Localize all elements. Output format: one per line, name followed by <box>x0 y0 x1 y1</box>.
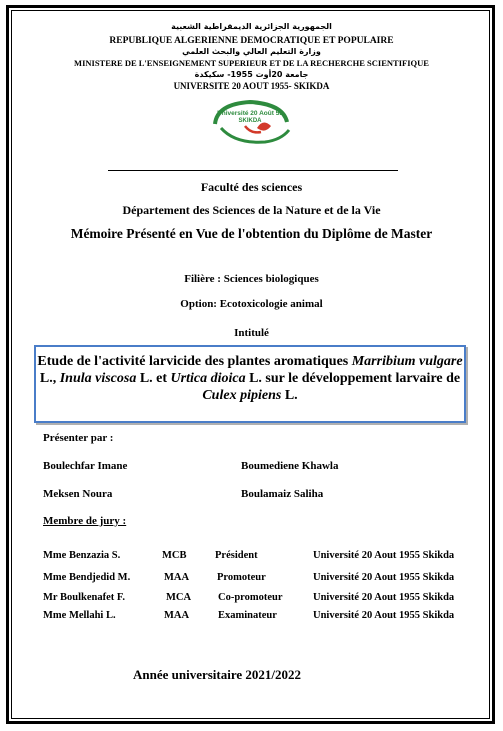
jury-member-institution: Université 20 Aout 1955 Skikda <box>313 592 455 603</box>
faculty-label: Faculté des sciences <box>200 180 303 194</box>
jury-member-name: Mme Mellahi L. <box>43 610 116 621</box>
jury-member-name: Mme Benzazia S. <box>43 550 121 561</box>
title-part1: Etude de l'activité larvicide des plantes aromatiques <box>37 354 352 369</box>
academic-year: Année universitaire 2021/2022 <box>133 667 302 682</box>
title-part3: L. et <box>136 371 171 386</box>
thesis-title-box <box>34 345 466 423</box>
university-logo <box>205 98 295 150</box>
arabic-university-heading: جامعة 20أوت 1955- سكيكدة <box>194 70 309 79</box>
arabic-ministry-heading: وزارة التعليم العالي والبحث العلمي <box>182 47 321 56</box>
student-name: Boumediene Khawla <box>241 460 339 472</box>
divider <box>108 170 398 171</box>
jury-member-institution: Université 20 Aout 1955 Skikda <box>313 610 455 621</box>
filiere-label: Filière : Sciences biologiques <box>184 273 319 285</box>
memoire-label: Mémoire Présenté en Vue de l'obtention du Diplôme de Master <box>70 226 433 241</box>
logo-text-line1: Université 20 Août 55 <box>217 110 283 117</box>
jury-member-grade: MAA <box>164 572 190 583</box>
jury-member-grade: MCA <box>166 592 192 603</box>
title-species2: Inula viscosa <box>59 371 137 386</box>
department-label: Département des Sciences de la Nature et de la Vie <box>122 203 381 217</box>
jury-member-grade: MCB <box>162 550 187 561</box>
presenter-label: Présenter par : <box>43 432 114 444</box>
jury-member-role: Examinateur <box>218 610 277 621</box>
jury-member-role: Promoteur <box>217 572 266 583</box>
ministry-heading: MINISTERE DE L'ENSEIGNEMENT SUPERIEUR ET DE LA RECHERCHE SCIENTIFIQUE <box>74 58 429 68</box>
title-part4: L. sur le développement larvaire de <box>245 371 461 386</box>
jury-member-role: Co-promoteur <box>218 592 283 603</box>
jury-member-name: Mme Bendjedid M. <box>43 572 131 583</box>
university-heading: UNIVERSITE 20 AOUT 1955- SKIKDA <box>173 81 330 91</box>
title-species4: Culex pipiens <box>202 388 282 403</box>
jury-label: Membre de jury : <box>43 515 127 527</box>
student-name: Meksen Noura <box>43 488 113 500</box>
jury-member-role: Président <box>215 550 258 561</box>
title-species1: Marribium vulgare <box>351 354 463 369</box>
republic-heading: REPUBLIQUE ALGERIENNE DEMOCRATIQUE ET POPULAIRE <box>109 36 394 46</box>
student-name: Boulamaiz Saliha <box>241 488 324 500</box>
title-part5: L. <box>281 388 298 403</box>
title-part2: L., <box>39 371 60 386</box>
jury-member-institution: Université 20 Aout 1955 Skikda <box>313 550 455 561</box>
logo-text-line2: SKIKDA <box>238 118 262 124</box>
jury-member-name: Mr Boulkenafet F. <box>43 592 125 603</box>
jury-member-grade: MAA <box>164 610 190 621</box>
arabic-republic-heading: الجمهورية الجزائرية الديمقراطية الشعبية <box>171 22 332 31</box>
title-species3: Urtica dioica <box>170 371 246 386</box>
jury-member-institution: Université 20 Aout 1955 Skikda <box>313 572 455 583</box>
option-label: Option: Ecotoxicologie animal <box>180 298 323 310</box>
student-name: Boulechfar Imane <box>43 460 128 472</box>
intitule-label: Intitulé <box>234 327 269 339</box>
